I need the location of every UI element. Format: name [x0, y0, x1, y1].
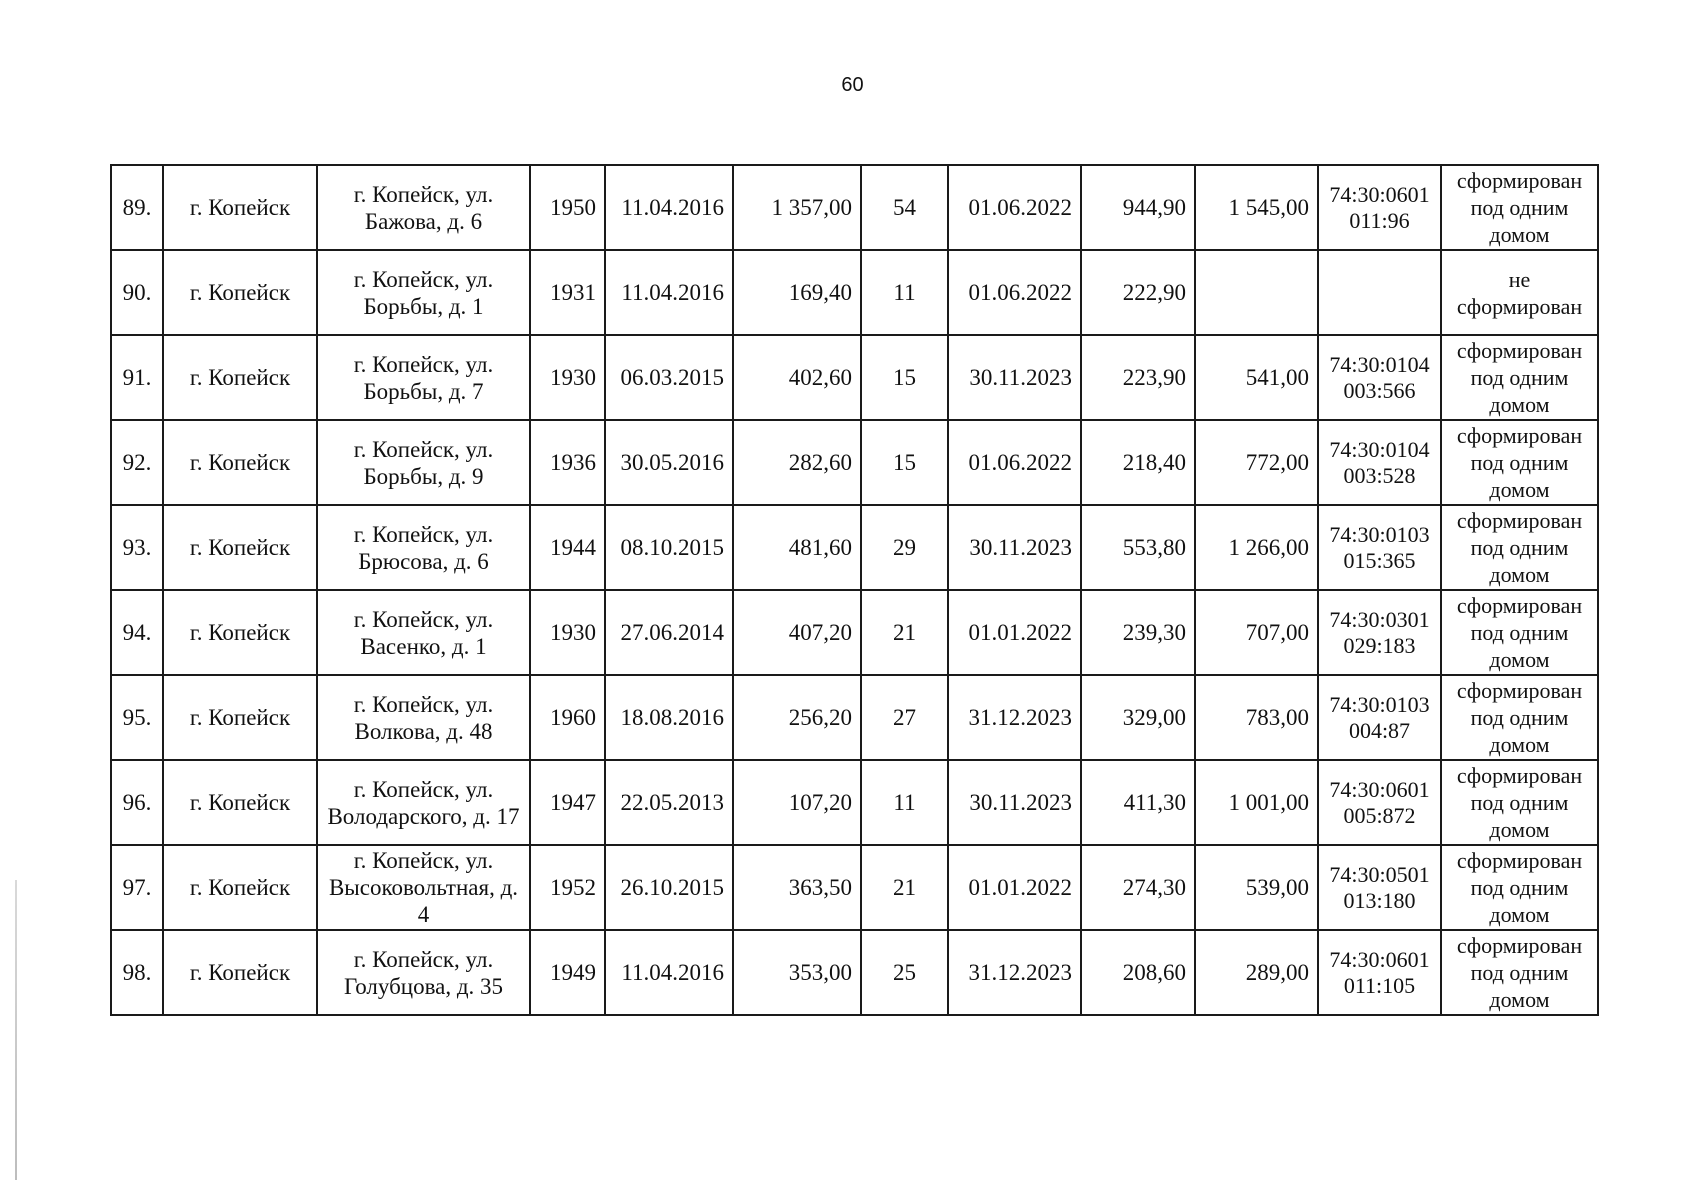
page-number: 60	[841, 74, 864, 96]
planned-date-cell: 01.06.2022	[948, 420, 1081, 505]
count-cell: 15	[861, 335, 948, 420]
table-row	[111, 845, 1598, 930]
date-cell: 22.05.2013	[605, 760, 733, 845]
city-cell: г. Копейск	[163, 420, 317, 505]
area-cell: 274,30	[1081, 845, 1195, 930]
land-area-cell: 783,00	[1195, 675, 1318, 760]
area-cell: 411,30	[1081, 760, 1195, 845]
table-row	[111, 675, 1598, 760]
row-number-cell: 89.	[111, 165, 163, 250]
row-number-cell: 97.	[111, 845, 163, 930]
date-cell: 11.04.2016	[605, 165, 733, 250]
cadastral-number-cell: 74:30:0601 005:872	[1318, 760, 1441, 845]
land-status-cell: сформирован под одним домом	[1441, 675, 1598, 760]
planned-date-cell: 31.12.2023	[948, 930, 1081, 1015]
count-cell: 21	[861, 590, 948, 675]
row-number-cell: 91.	[111, 335, 163, 420]
build-year-cell: 1936	[530, 420, 605, 505]
planned-date-cell: 01.01.2022	[948, 845, 1081, 930]
city-cell: г. Копейск	[163, 590, 317, 675]
table-row	[111, 420, 1598, 505]
table-row	[111, 250, 1598, 335]
cadastral-number-cell: 74:30:0104 003:528	[1318, 420, 1441, 505]
count-cell: 21	[861, 845, 948, 930]
address-cell: г. Копейск, ул. Борьбы, д. 7	[317, 335, 530, 420]
cadastral-number-cell	[1318, 250, 1441, 335]
area-cell: 222,90	[1081, 250, 1195, 335]
build-year-cell: 1960	[530, 675, 605, 760]
land-status-cell: сформирован под одним домом	[1441, 760, 1598, 845]
planned-date-cell: 31.12.2023	[948, 675, 1081, 760]
land-status-cell: сформирован под одним домом	[1441, 165, 1598, 250]
area-cell: 553,80	[1081, 505, 1195, 590]
table-row	[111, 505, 1598, 590]
date-cell: 30.05.2016	[605, 420, 733, 505]
count-cell: 29	[861, 505, 948, 590]
housing-registry-table	[110, 164, 1599, 1016]
city-cell: г. Копейск	[163, 165, 317, 250]
land-status-cell: сформирован под одним домом	[1441, 505, 1598, 590]
date-cell: 26.10.2015	[605, 845, 733, 930]
table-row	[111, 760, 1598, 845]
city-cell: г. Копейск	[163, 760, 317, 845]
count-cell: 27	[861, 675, 948, 760]
land-area-cell	[1195, 250, 1318, 335]
build-year-cell: 1930	[530, 590, 605, 675]
count-cell: 11	[861, 250, 948, 335]
row-number-cell: 95.	[111, 675, 163, 760]
area-cell: 363,50	[733, 845, 861, 930]
address-cell: г. Копейск, ул. Борьбы, д. 1	[317, 250, 530, 335]
land-area-cell: 772,00	[1195, 420, 1318, 505]
area-cell: 218,40	[1081, 420, 1195, 505]
count-cell: 15	[861, 420, 948, 505]
area-cell: 239,30	[1081, 590, 1195, 675]
area-cell: 1 357,00	[733, 165, 861, 250]
planned-date-cell: 01.01.2022	[948, 590, 1081, 675]
address-cell: г. Копейск, ул. Борьбы, д. 9	[317, 420, 530, 505]
build-year-cell: 1930	[530, 335, 605, 420]
area-cell: 107,20	[733, 760, 861, 845]
row-number-cell: 94.	[111, 590, 163, 675]
build-year-cell: 1931	[530, 250, 605, 335]
city-cell: г. Копейск	[163, 845, 317, 930]
address-cell: г. Копейск, ул. Бажова, д. 6	[317, 165, 530, 250]
build-year-cell: 1950	[530, 165, 605, 250]
address-cell: г. Копейск, ул. Волкова, д. 48	[317, 675, 530, 760]
area-cell: 329,00	[1081, 675, 1195, 760]
address-cell: г. Копейск, ул. Брюсова, д. 6	[317, 505, 530, 590]
count-cell: 25	[861, 930, 948, 1015]
cadastral-number-cell: 74:30:0103 004:87	[1318, 675, 1441, 760]
row-number-cell: 90.	[111, 250, 163, 335]
land-area-cell: 539,00	[1195, 845, 1318, 930]
cadastral-number-cell: 74:30:0601 011:105	[1318, 930, 1441, 1015]
date-cell: 18.08.2016	[605, 675, 733, 760]
area-cell: 944,90	[1081, 165, 1195, 250]
land-area-cell: 1 266,00	[1195, 505, 1318, 590]
land-area-cell: 289,00	[1195, 930, 1318, 1015]
address-cell: г. Копейск, ул. Володарского, д. 17	[317, 760, 530, 845]
land-area-cell: 1 545,00	[1195, 165, 1318, 250]
registry-body	[111, 165, 1598, 1015]
cadastral-number-cell: 74:30:0103 015:365	[1318, 505, 1441, 590]
row-number-cell: 93.	[111, 505, 163, 590]
build-year-cell: 1944	[530, 505, 605, 590]
scan-edge-mark	[15, 880, 17, 1180]
land-area-cell: 1 001,00	[1195, 760, 1318, 845]
table-row	[111, 590, 1598, 675]
land-status-cell: сформирован под одним домом	[1441, 590, 1598, 675]
land-status-cell: не сформирован	[1441, 250, 1598, 335]
area-cell: 208,60	[1081, 930, 1195, 1015]
build-year-cell: 1952	[530, 845, 605, 930]
build-year-cell: 1947	[530, 760, 605, 845]
planned-date-cell: 30.11.2023	[948, 335, 1081, 420]
area-cell: 256,20	[733, 675, 861, 760]
count-cell: 54	[861, 165, 948, 250]
cadastral-number-cell: 74:30:0301 029:183	[1318, 590, 1441, 675]
area-cell: 282,60	[733, 420, 861, 505]
date-cell: 11.04.2016	[605, 930, 733, 1015]
land-status-cell: сформирован под одним домом	[1441, 930, 1598, 1015]
area-cell: 353,00	[733, 930, 861, 1015]
land-status-cell: сформирован под одним домом	[1441, 420, 1598, 505]
planned-date-cell: 30.11.2023	[948, 760, 1081, 845]
area-cell: 169,40	[733, 250, 861, 335]
land-status-cell: сформирован под одним домом	[1441, 845, 1598, 930]
row-number-cell: 98.	[111, 930, 163, 1015]
cadastral-number-cell: 74:30:0501 013:180	[1318, 845, 1441, 930]
row-number-cell: 92.	[111, 420, 163, 505]
build-year-cell: 1949	[530, 930, 605, 1015]
date-cell: 11.04.2016	[605, 250, 733, 335]
address-cell: г. Копейск, ул. Васенко, д. 1	[317, 590, 530, 675]
city-cell: г. Копейск	[163, 675, 317, 760]
city-cell: г. Копейск	[163, 250, 317, 335]
land-area-cell: 707,00	[1195, 590, 1318, 675]
area-cell: 407,20	[733, 590, 861, 675]
city-cell: г. Копейск	[163, 335, 317, 420]
table-row	[111, 165, 1598, 250]
address-cell: г. Копейск, ул. Высоковольтная, д. 4	[317, 845, 530, 930]
row-number-cell: 96.	[111, 760, 163, 845]
table-row	[111, 930, 1598, 1015]
date-cell: 06.03.2015	[605, 335, 733, 420]
city-cell: г. Копейск	[163, 930, 317, 1015]
table-row	[111, 335, 1598, 420]
city-cell: г. Копейск	[163, 505, 317, 590]
planned-date-cell: 30.11.2023	[948, 505, 1081, 590]
land-area-cell: 541,00	[1195, 335, 1318, 420]
planned-date-cell: 01.06.2022	[948, 250, 1081, 335]
count-cell: 11	[861, 760, 948, 845]
area-cell: 481,60	[733, 505, 861, 590]
date-cell: 27.06.2014	[605, 590, 733, 675]
cadastral-number-cell: 74:30:0104 003:566	[1318, 335, 1441, 420]
area-cell: 402,60	[733, 335, 861, 420]
area-cell: 223,90	[1081, 335, 1195, 420]
cadastral-number-cell: 74:30:0601 011:96	[1318, 165, 1441, 250]
land-status-cell: сформирован под одним домом	[1441, 335, 1598, 420]
planned-date-cell: 01.06.2022	[948, 165, 1081, 250]
date-cell: 08.10.2015	[605, 505, 733, 590]
address-cell: г. Копейск, ул. Голубцова, д. 35	[317, 930, 530, 1015]
